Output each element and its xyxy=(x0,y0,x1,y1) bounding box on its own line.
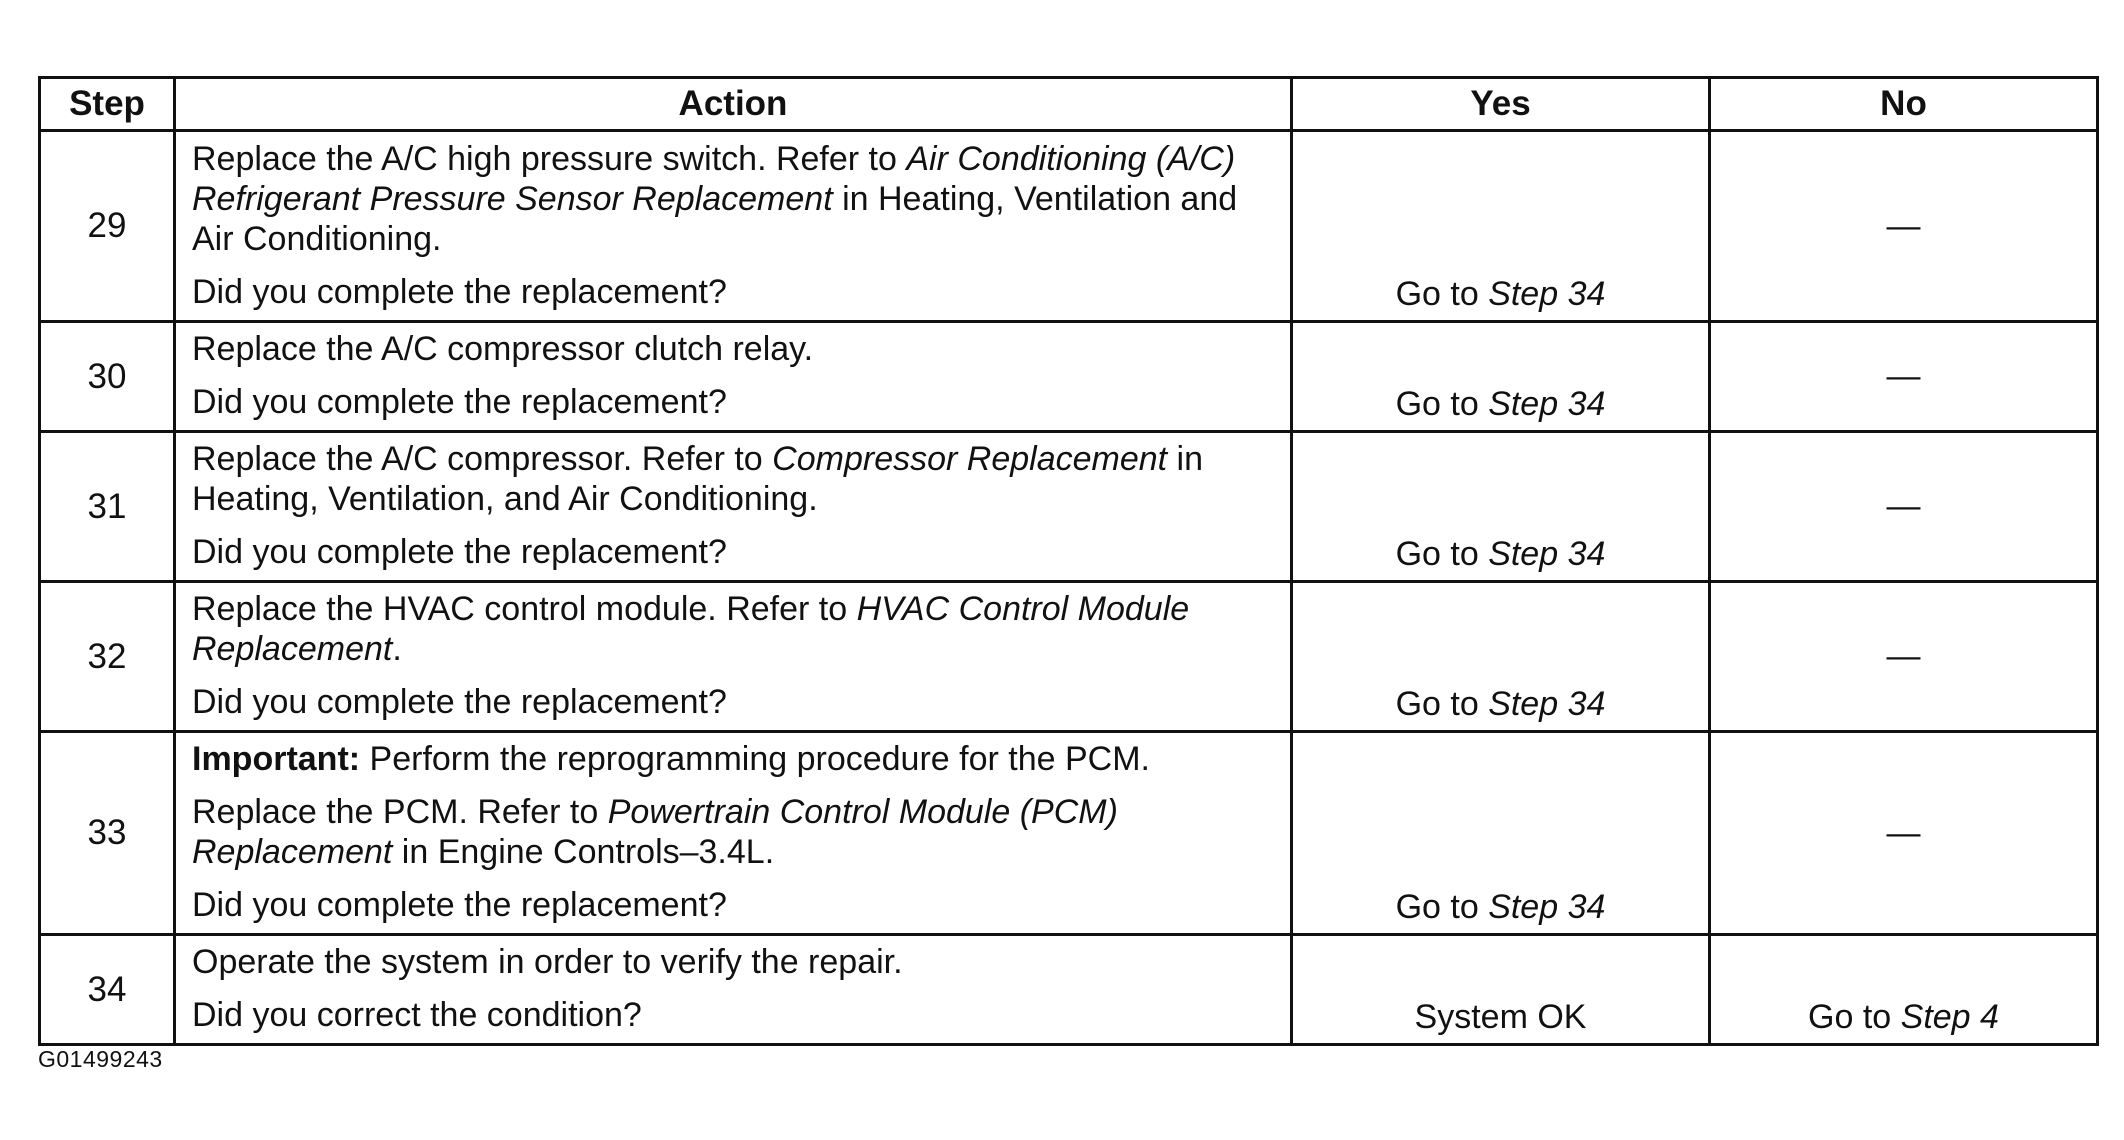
action-text: in Heating, Ventilation, and Air Conditioning. xyxy=(192,440,1204,518)
yes-text: Go to xyxy=(1395,888,1489,926)
action-paragraph xyxy=(192,995,1276,1035)
action-text: Important: xyxy=(192,740,361,778)
yes-cell xyxy=(1292,732,1710,935)
yes-text: Step 34 xyxy=(1488,535,1606,573)
no-cell xyxy=(1710,131,2098,322)
action-paragraph xyxy=(192,682,1276,722)
action-paragraph xyxy=(192,589,1276,669)
no-text: — xyxy=(1886,813,1921,852)
action-text: . xyxy=(392,630,402,668)
action-text: Did you complete the replacement? xyxy=(192,533,727,571)
yes-text: Step 34 xyxy=(1488,888,1606,926)
action-paragraph xyxy=(192,272,1276,312)
action-text: in Engine Controls–3.4L. xyxy=(392,833,775,871)
no-cell xyxy=(1710,732,2098,935)
action-text: Air Conditioning (A/C) Refrigerant Pressure Sensor Replacement xyxy=(192,139,1236,218)
no-text: — xyxy=(1886,637,1921,675)
header-step: Step xyxy=(40,78,175,131)
header-yes: Yes xyxy=(1292,78,1710,131)
action-text: Operate the system in order to verify the repair. xyxy=(192,943,903,981)
action-text: Did you correct the condition? xyxy=(192,996,642,1034)
figure-id: G01499243 xyxy=(38,1046,163,1072)
action-paragraph xyxy=(192,532,1276,572)
table-row xyxy=(40,935,2098,1045)
action-text: Replace the PCM. Refer to xyxy=(192,793,608,831)
table-row xyxy=(40,322,2098,432)
action-cell xyxy=(175,131,1292,322)
table-body xyxy=(40,131,2098,1045)
step-number: 33 xyxy=(40,732,175,935)
step-number: 32 xyxy=(40,582,175,732)
yes-cell xyxy=(1292,322,1710,432)
action-cell xyxy=(175,935,1292,1045)
action-cell xyxy=(175,322,1292,432)
action-text: Compressor Replacement xyxy=(772,440,1168,478)
header-row xyxy=(40,78,2098,131)
yes-cell xyxy=(1292,935,1710,1045)
no-cell xyxy=(1710,582,2098,732)
yes-text: Step 34 xyxy=(1488,685,1606,723)
action-text: Did you complete the replacement? xyxy=(192,683,727,721)
header-action: Action xyxy=(175,78,1292,131)
step-number: 31 xyxy=(40,432,175,582)
yes-text: Go to xyxy=(1395,685,1489,723)
diagnostic-table xyxy=(38,76,2099,1046)
action-text: in Heating, Ventilation and Air Conditioning. xyxy=(192,179,1238,258)
no-text: — xyxy=(1886,357,1921,395)
no-cell xyxy=(1710,322,2098,432)
step-number: 30 xyxy=(40,322,175,432)
yes-text: Step 34 xyxy=(1488,275,1606,313)
action-text: Replace the A/C compressor clutch relay. xyxy=(192,330,814,368)
yes-text: Go to xyxy=(1395,535,1489,573)
table-row xyxy=(40,582,2098,732)
yes-text: Go to xyxy=(1395,275,1489,313)
yes-cell xyxy=(1292,432,1710,582)
action-text: Did you complete the replacement? xyxy=(192,272,727,311)
table-row xyxy=(40,131,2098,322)
action-paragraph xyxy=(192,329,1276,369)
action-paragraph xyxy=(192,885,1276,925)
no-cell xyxy=(1710,432,2098,582)
action-paragraph xyxy=(192,139,1276,259)
action-text: Perform the reprogramming procedure for the PCM. xyxy=(360,740,1150,778)
yes-text: System OK xyxy=(1414,998,1587,1036)
yes-cell xyxy=(1292,582,1710,732)
action-paragraph xyxy=(192,439,1276,519)
action-text: Replace the A/C high pressure switch. Refer to xyxy=(192,139,907,178)
header-no: No xyxy=(1710,78,2098,131)
table-row xyxy=(40,432,2098,582)
no-cell xyxy=(1710,935,2098,1045)
no-text: — xyxy=(1886,206,1921,245)
no-text: Go to xyxy=(1808,998,1901,1036)
yes-cell xyxy=(1292,131,1710,322)
yes-text: Go to xyxy=(1395,385,1489,423)
action-text: Replace the HVAC control module. Refer to xyxy=(192,590,857,628)
action-text: Replace the A/C compressor. Refer to xyxy=(192,440,773,478)
action-paragraph xyxy=(192,739,1276,779)
table-row xyxy=(40,732,2098,935)
action-paragraph xyxy=(192,792,1276,872)
action-cell xyxy=(175,582,1292,732)
yes-text: Step 34 xyxy=(1488,385,1606,423)
no-text: — xyxy=(1886,487,1921,525)
action-text: HVAC Control Module Replacement xyxy=(192,590,1190,668)
action-text: Did you complete the replacement? xyxy=(192,886,727,924)
step-number: 34 xyxy=(40,935,175,1045)
action-cell xyxy=(175,732,1292,935)
action-cell xyxy=(175,432,1292,582)
action-text: Powertrain Control Module (PCM) Replacement xyxy=(192,793,1118,871)
action-paragraph xyxy=(192,942,1276,982)
no-text: Step 4 xyxy=(1900,998,1999,1036)
action-text: Did you complete the replacement? xyxy=(192,383,727,421)
action-paragraph xyxy=(192,382,1276,422)
step-number: 29 xyxy=(40,131,175,322)
